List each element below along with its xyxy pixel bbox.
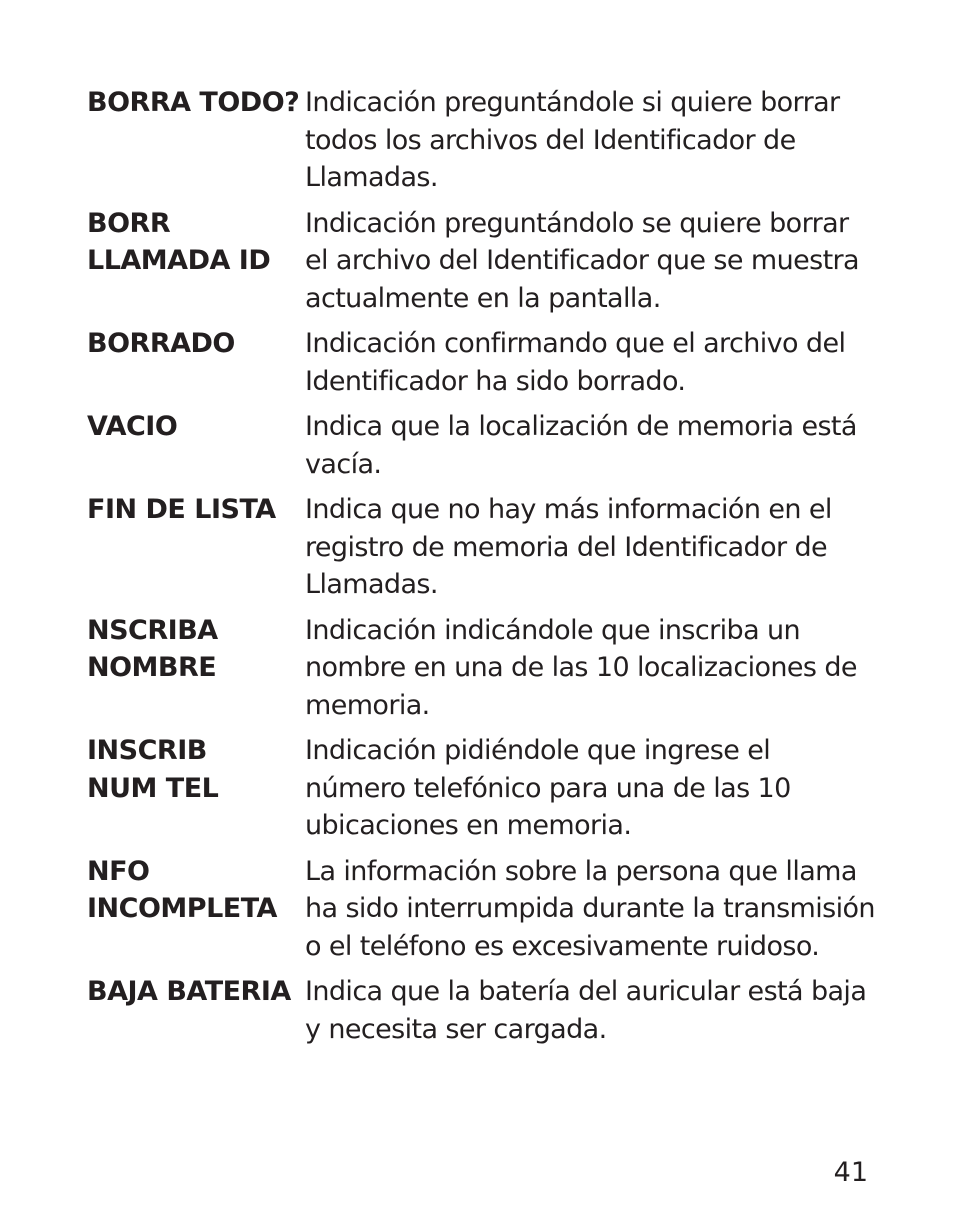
entry-description: Indica que la localización de memoria está vacía.	[305, 411, 857, 480]
entry-description: Indicación preguntándolo se quiere borrar el archivo del Identificador que se muestra actualmente en la pantalla.	[305, 207, 860, 314]
glossary-entry-inscrib-num-tel	[87, 732, 887, 845]
entry-description: Indica que no hay más información en el registro de memoria del Identificador de Llamadas.	[305, 494, 832, 600]
entry-term: BORRA TODO?	[87, 87, 300, 118]
glossary-entry-nscriba-nombre	[87, 612, 887, 725]
glossary-entry-borra-todo	[87, 84, 887, 197]
entry-term: BORR LLAMADA ID	[87, 207, 271, 276]
entry-term: INSCRIB NUM TEL	[87, 735, 219, 804]
glossary-list	[87, 84, 887, 1056]
glossary-entry-baja-bateria	[87, 973, 887, 1048]
glossary-entry-borrado	[87, 325, 887, 400]
glossary-entry-vacio	[87, 408, 887, 483]
entry-description: Indica que la batería del auricular está baja y necesita ser cargada.	[305, 976, 867, 1045]
entry-term: FIN DE LISTA	[87, 494, 276, 525]
entry-description: La información sobre la persona que llama ha sido interrumpida durante la transmisión o el teléfono es excesivamente ruidoso.	[305, 855, 875, 962]
entry-term: NFO INCOMPLETA	[87, 855, 277, 924]
glossary-entry-borr-llamada-id	[87, 205, 887, 318]
entry-term: NSCRIBA NOMBRE	[87, 614, 218, 683]
entry-term: VACIO	[87, 411, 178, 442]
entry-description: Indicación pidiéndole que ingrese el número telefónico para una de las 10 ubicaciones en memoria.	[305, 735, 791, 841]
entry-description: Indicación confirmando que el archivo del Identificador ha sido borrado.	[305, 328, 846, 397]
entry-term: BORRADO	[87, 328, 235, 359]
entry-description: Indicación preguntándole si quiere borrar todos los archivos del Identificador de Llamadas.	[305, 87, 840, 193]
entry-description: Indicación indicándole que inscriba un nombre en una de las 10 localizaciones de memoria.	[305, 614, 857, 721]
page-number: 41	[833, 1157, 868, 1188]
entry-term: BAJA BATERIA	[87, 976, 291, 1007]
glossary-entry-fin-de-lista	[87, 491, 887, 604]
glossary-entry-nfo-incompleta	[87, 853, 887, 966]
